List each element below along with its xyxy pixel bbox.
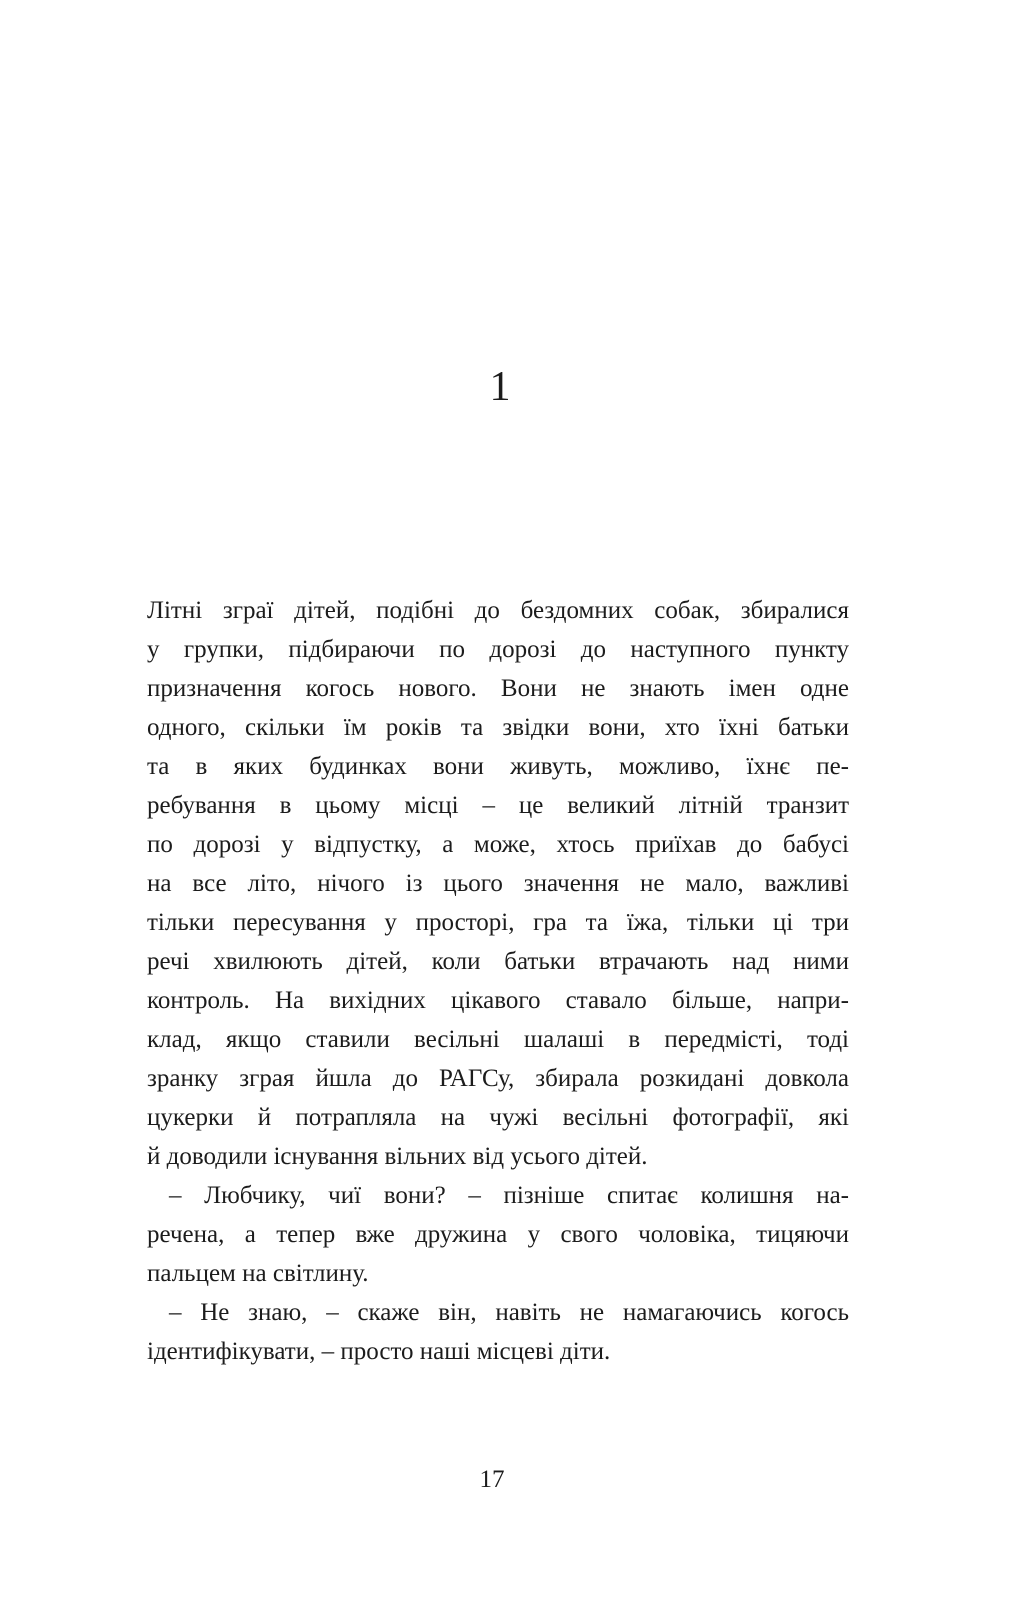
text-line: по дорозі у відпустку, а може, хтось приїхав до бабусі	[147, 831, 849, 858]
text-line: призначення когось нового. Вони не знають імен одне	[147, 675, 849, 702]
text-line: контроль. На вихідних цікавого ставало більше, напри-	[147, 987, 849, 1014]
text-line: клад, якщо ставили весільні шалаші в передмісті, тоді	[147, 1026, 849, 1053]
text-line: та в яких будинках вони живуть, можливо, їхнє пе-	[147, 753, 849, 780]
text-line: одного, скільки їм років та звідки вони, хто їхні батьки	[147, 714, 849, 741]
text-line: на все літо, нічого із цього значення не мало, важливі	[147, 870, 849, 897]
text-line: пальцем на світлину.	[147, 1260, 369, 1287]
text-line: зранку зграя йшла до РАГСу, збирала розкидані довкола	[147, 1065, 849, 1092]
text-line: Літні зграї дітей, подібні до бездомних собак, збиралися	[147, 597, 849, 624]
dialogue-line: – Не знаю, – скаже він, навіть не намагаючись когось	[169, 1299, 849, 1326]
text-line: тільки пересування у просторі, гра та їжа, тільки ці три	[147, 909, 849, 936]
text-line: речена, а тепер вже дружина у свого чоловіка, тицяючи	[147, 1221, 849, 1248]
dialogue-line: – Любчику, чиї вони? – пізніше спитає колишня на-	[169, 1182, 849, 1209]
text-line: у групки, підбираючи по дорозі до наступного пункту	[147, 636, 849, 663]
text-line: речі хвилюють дітей, коли батьки втрачають над ними	[147, 948, 849, 975]
page-number: 17	[479, 1466, 505, 1493]
text-line: ідентифікувати, – просто наші місцеві діти.	[147, 1338, 611, 1365]
text-line: ребування в цьому місці – це великий літній транзит	[147, 792, 849, 819]
body-text	[147, 591, 849, 1371]
text-line: цукерки й потрапляла на чужі весільні фотографії, які	[147, 1104, 849, 1131]
chapter-number: 1	[489, 364, 511, 410]
text-line: й доводили існування вільних від усього дітей.	[147, 1143, 648, 1170]
